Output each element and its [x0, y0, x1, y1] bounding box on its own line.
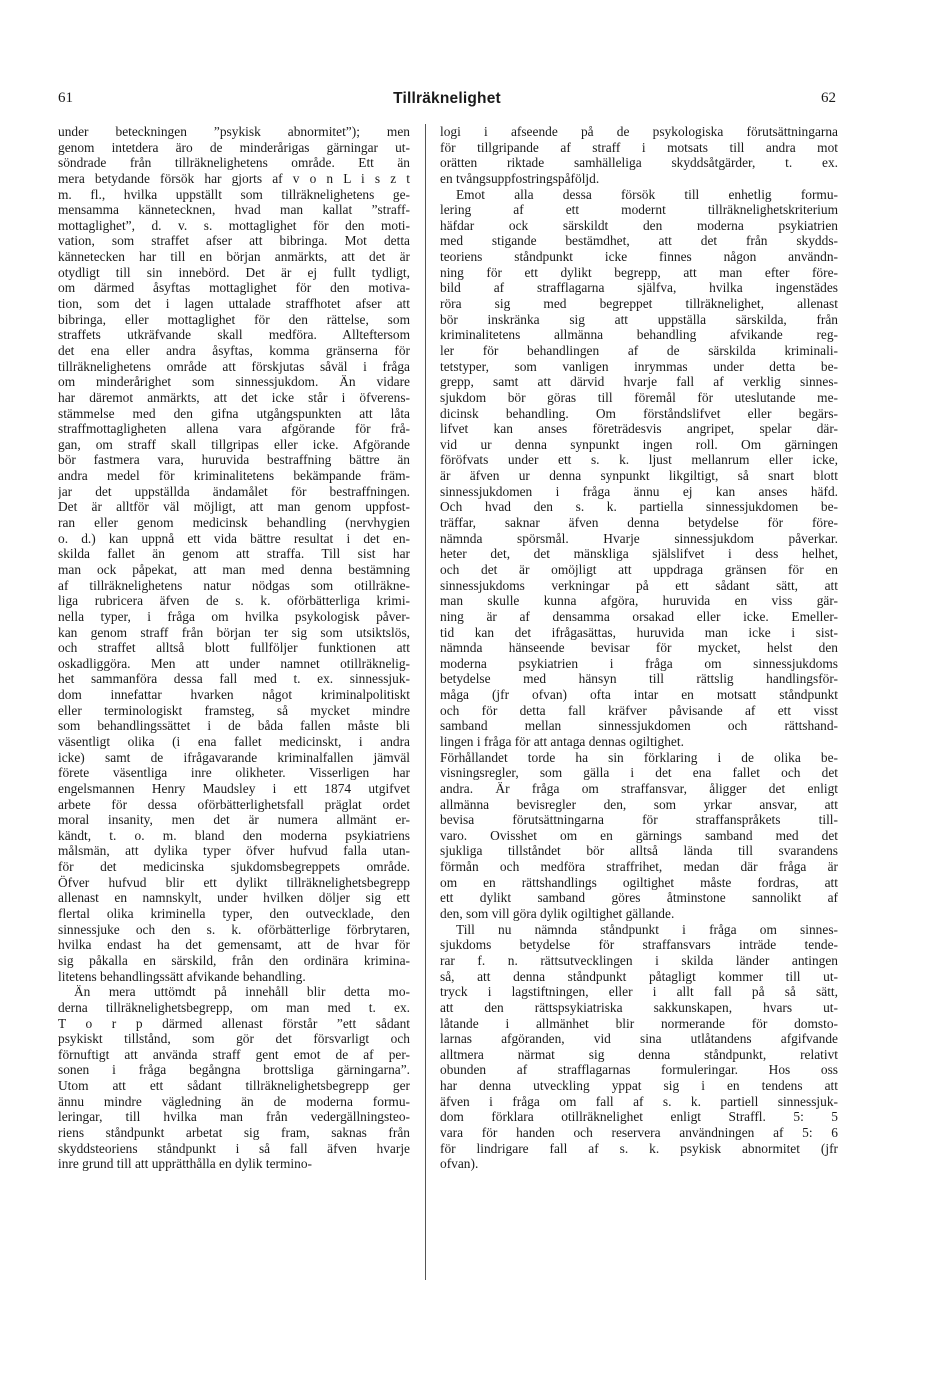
text-line: dom innefattar hvarken något kriminalpolitiskt	[58, 687, 410, 703]
text-line: leringar, till hvilka man från vedergällningsteo-	[58, 1109, 410, 1125]
text-line: jar det uppställda ändamålet för bestraffningen.	[58, 483, 410, 499]
text-line: för lindrigare fall af s. k. psykisk abnormitet (jfr	[440, 1140, 838, 1156]
text-line: med stigande bestämdhet, att det från skydds-	[440, 233, 838, 249]
text-line: flertal olika kriminella typer, den outvecklade, den	[58, 906, 410, 922]
text-line: kännetecken har till en början anmärkts, att det är	[58, 249, 410, 265]
right-text-column	[440, 124, 838, 1172]
text-line: andra medel för kriminalitetens bekämpande främ-	[58, 468, 410, 484]
text-line: Utom att ett sådant tillräknelighetsbegrepp ger	[58, 1078, 410, 1094]
text-line: bild af strafflagarna själfva, hvilka ingenstädes	[440, 280, 838, 296]
text-line: tid kan det ifrågasättas, huruvida man icke i sist-	[440, 624, 838, 640]
text-line: otydligt till sin innebörd. Det är ej fullt tydligt,	[58, 264, 410, 280]
text-line: låtande i allmänhet blir normerande för domsto-	[440, 1015, 838, 1031]
text-line: stämmelse med den gifna utgångspunkten att låta	[58, 405, 410, 421]
text-line: rar f. n. rättsutvecklingen i skilda länder antingen	[440, 952, 838, 968]
text-line: för tillgripande af straff i motsats till andra mot	[440, 139, 838, 155]
text-line: straffmottagligheten allena vara afgörande för frå-	[58, 421, 410, 437]
text-line: sinnessjuke och den s. k. oförbätterlige förbrytaren,	[58, 921, 410, 937]
text-line: obunden af strafflagarnas formuleringar. Hos oss	[440, 1062, 838, 1078]
text-line: häfdar ock särskildt den moderna psykiatrien	[440, 217, 838, 233]
text-line: larnas afgöranden, vid sina utlåtandens afgifvande	[440, 1031, 838, 1047]
text-line: allmänna bevisregler den, som yrkar ansvar, att	[440, 796, 838, 812]
text-line: som behandlingssättet i de båda fallen måste bli	[58, 718, 410, 734]
text-line: grepp, samt att därvid hvarje fall af verklig sinnes-	[440, 374, 838, 390]
text-line: het sammanföra dessa fall med t. ex. sinnessjuk-	[58, 671, 410, 687]
text-line: genom intetdera äro de minderårigas gärningar ut-	[58, 139, 410, 155]
text-line: ett dylikt samband göres åtminstone sannolikt af	[440, 890, 838, 906]
text-line: arbete för dessa oförbätterlighetsfall präglat ordet	[58, 796, 410, 812]
text-line: alltmera närmat sig denna ståndpunkt, relativt	[440, 1046, 838, 1062]
text-line: den, som vill göra dylik ogiltighet gällande.	[440, 906, 675, 922]
text-line: gan, om straff skall tillgripas eller icke. Afgörande	[58, 436, 410, 452]
text-line: litetens behandlingssätt afvikande behandling.	[58, 968, 306, 984]
text-line: ler för behandlingen af de särskilda kriminali-	[440, 342, 838, 358]
text-line: under beteckningen ”psykisk abnormitet”); men	[58, 124, 410, 139]
text-line: sjukdoms betydelse för straffansvars inträde tende-	[440, 937, 838, 953]
text-line: skyddsteoriens ståndpunkt i så fall äfven hvarje	[58, 1140, 410, 1156]
text-line: äfven i fråga om fall af s. k. partiell sinnessjuk-	[440, 1093, 838, 1109]
text-line: väsentligt olika (i ena fallet medicinskt, i andra	[58, 733, 410, 749]
text-line: orätten riktade samhälleliga skyddsåtgärder, t. ex.	[440, 155, 838, 171]
text-line: af tillräknelighetens natur nödgas som otillräkne-	[58, 577, 410, 593]
text-line: heter det, det mänskliga själslifvet i dess helhet,	[440, 546, 838, 562]
text-line: straffets utkräfvande skall medföra. Allteftersom	[58, 327, 410, 343]
left-text-column	[58, 124, 410, 1172]
text-line: Till nu nämnda ståndpunkt i fråga om sinnes-	[456, 921, 838, 937]
text-line: ning för ett dylikt begrepp, att man efter före-	[440, 264, 838, 280]
text-line: det ena eller andra åsyftas, komma gränserna för	[58, 342, 410, 358]
text-line: moral insanity, men det är numera allmänt er-	[58, 812, 410, 828]
column-divider	[425, 124, 426, 1280]
text-line: att den rättspsykiatriska sakkunskapen, hvars ut-	[440, 999, 838, 1015]
text-line: söndrade från tillräknelighetens område. Ett än	[58, 155, 410, 171]
text-line: kriminalitetens allmänna behandling afvikande reg-	[440, 327, 838, 343]
text-line: kan genom straff från början ter sig som utsiktslös,	[58, 624, 410, 640]
text-line: om en rättshandlings ogiltighet måste fordras, att	[440, 874, 838, 890]
text-line: tillräknelighetens område att förskjutas såväl i fråga	[58, 358, 410, 374]
page-header	[58, 90, 836, 114]
text-line: skilda fallet än genom att straffa. Till sist har	[58, 546, 410, 562]
text-line: målsmän, att dylika typer öfver hufvud falla utan-	[58, 843, 410, 859]
text-line: en tvångsuppfostringspåföljd.	[440, 170, 600, 186]
text-line: dom förklara otillräknelighet enligt Straffl. 5: 5	[440, 1109, 838, 1125]
text-line: förnuftigt att använda straff gent emot de af per-	[58, 1046, 410, 1062]
running-title: Tillräknelighet	[393, 90, 501, 107]
text-line: ran eller genom medicinsk behandling (nervhygien	[58, 515, 410, 531]
text-line: bör inskränka sig att uppställa särskilda, från	[440, 311, 838, 327]
text-line: och det är omöjligt att uppdraga gränsen för en	[440, 561, 838, 577]
text-line: tion, som det i lagen uttalade straffhotet afser att	[58, 296, 410, 312]
text-line: engelsmannen Henry Maudsley i ett 1874 utgifvet	[58, 780, 410, 796]
page-number-left: 61	[58, 90, 73, 106]
text-line: har denna utveckling yppat sig i en tendens att	[440, 1078, 838, 1094]
text-line: hvilka endast ha det gemensamt, att de hvar för	[58, 937, 410, 953]
text-line: o. d.) kan uppnå ett vida bättre resultat i det en-	[58, 530, 410, 546]
text-line: sinnessjukdomen i fråga ännu ej kan anses häfd.	[440, 483, 838, 499]
text-line: man skulle kunna afgöra, huruvida en viss gär-	[440, 593, 838, 609]
text-line: T o r p därmed allenast förstår ”ett sådant	[58, 1015, 410, 1031]
text-line: moderna psykiatrien i fråga om sinnessjukdoms	[440, 655, 838, 671]
text-line: teoriens ståndpunkt icke finnes någon användn-	[440, 249, 838, 265]
text-line: och för detta fall kräfver påvisande af ett visst	[440, 702, 838, 718]
text-line: lifvet kan anses företrädesvis angripet, spelar där-	[440, 421, 838, 437]
text-line: för det medicinska sjukdomsbegreppets område.	[58, 859, 410, 875]
text-line: nämnda spörsmål. Hvarje sinnessjukdom påverkar.	[440, 530, 838, 546]
text-line: m. fl., hvilka uppställt som tillräknelighetens ge-	[58, 186, 410, 202]
text-line: bör fastmera vara, huruvida bestraffning bättre än	[58, 452, 410, 468]
text-line: Emot alla dessa försök till enhetlig formu-	[456, 186, 838, 202]
text-line: eller terminologiskt framsteg, så mycket mindre	[58, 702, 410, 718]
text-line: mottaglighet”, d. v. s. mottaglighet för den moti-	[58, 217, 410, 233]
text-line: sinnessjukdoms verkningar på ett sådant sätt, att	[440, 577, 838, 593]
text-line: varo. Ovisshet om en gärnings samband med det	[440, 827, 838, 843]
text-line: allenast en namnskylt, under hvilken döljer sig ett	[58, 890, 410, 906]
text-line: man ock påpekat, att man med denna bestämning	[58, 561, 410, 577]
text-line: logi i afseende på de psykologiska förutsättningarna	[440, 124, 838, 139]
text-line: Öfver hufvud blir ett dylikt tillräknelighetsbegrepp	[58, 874, 410, 890]
text-line: riens ståndpunkt arbetat sig fram, saknas från	[58, 1125, 410, 1140]
text-line: andra. Är fråga om straffansvar, åligger det enligt	[440, 780, 838, 796]
text-line: vara för handen och reservera användningen af 5: 6	[440, 1125, 838, 1140]
text-line: Det är alltför väl möjligt, att man genom uppfost-	[58, 499, 410, 515]
text-line: träffar, saknar äfven denna betydelse för före-	[440, 515, 838, 531]
text-line: betydelse med hänsyn till rättslig handlingsför-	[440, 671, 838, 687]
text-line: samband mellan sinnessjukdomen och rättshand-	[440, 718, 838, 734]
page-number-right: 62	[821, 90, 836, 106]
text-line: visningsregler, som gälla i det ena fallet och det	[440, 765, 838, 781]
text-line: lering af ett modernt tillräknelighetskriterium	[440, 202, 838, 218]
text-line: vid ur denna synpunkt ingen roll. Om gärningen	[440, 436, 838, 452]
text-line: om därmed åsyftas mottaglighet för den motiva-	[58, 280, 410, 296]
text-line: dicinsk behandling. Om förståndslifvet eller begärs-	[440, 405, 838, 421]
text-line: bevisa förutsättningarna för straffanspråkets till-	[440, 812, 838, 828]
text-line: sig påkalla en särskild, från den ordinära krimina-	[58, 952, 410, 968]
text-line: förete väsentliga inre olikheter. Visserligen har	[58, 765, 410, 781]
text-line: nämnda hänseende bevisar för mycket, helst den	[440, 640, 838, 656]
text-line: vation, som straffet afser att bibringa. Mot detta	[58, 233, 410, 249]
text-line: tryck i lagstiftningen, eller i allt fall på så sätt,	[440, 984, 838, 1000]
text-line: ännu mindre vägledning än de moderna formu-	[58, 1093, 410, 1109]
text-line: psykiskt tillstånd, som gör det försvarligt och	[58, 1031, 410, 1047]
text-line: om minderårighet som sinnessjukdom. Än vidare	[58, 374, 410, 390]
text-line: sjukdom bör göras till föremål för uteslutande me-	[440, 389, 838, 405]
text-line: ning är af densamma orsakad eller icke. Emeller-	[440, 608, 838, 624]
text-line: måga (jfr ofvan) ofta intar en motsatt ståndpunkt	[440, 687, 838, 703]
text-line: har däremot anmärkts, att det icke står i öfverens-	[58, 389, 410, 405]
text-line: derna tillräknelighetsbegrepp, om man med t. ex.	[58, 999, 410, 1015]
text-line: Och hvad den s. k. partiella sinnessjukdomen be-	[440, 499, 838, 515]
text-line: mera betydande försök har gjorts af v o n L i s z t	[58, 170, 410, 186]
text-line: liga rubricera äfven de s. k. oförbätterliga krimi-	[58, 593, 410, 609]
text-line: inre grund till att upprätthålla en dylik termino-	[58, 1156, 312, 1172]
text-line: mensamma kännetecknen, hvad man kallat ”straff-	[58, 202, 410, 218]
text-line: föröfvats under ett s. k. ljust mellanrum eller icke,	[440, 452, 838, 468]
text-line: röra sig med begreppet tillräknelighet, allenast	[440, 296, 838, 312]
text-line: bibringa, eller mottaglighet för den rättelse, som	[58, 311, 410, 327]
text-line: Förhållandet torde ha sin förklaring i de olika be-	[440, 749, 838, 765]
text-line: Än mera uttömdt på innehåll blir detta mo-	[74, 984, 410, 1000]
text-line: förmån och medföra straffrihet, medan där fråga är	[440, 859, 838, 875]
text-line: sjukliga tillståndet bör alltså lända till svarandens	[440, 843, 838, 859]
text-line: och straffet alltså blott fullföljer funktionen att	[58, 640, 410, 656]
text-line: lingen i fråga för att antaga dennas ogiltighet.	[440, 733, 684, 749]
text-line: oskadliggöra. Men att under namnet otillräknelig-	[58, 655, 410, 671]
text-line: kändt, t. o. m. bland den moderna psykiatriens	[58, 827, 410, 843]
text-line: nella typer, i fråga om hvilka psykologisk påver-	[58, 608, 410, 624]
text-line: ofvan).	[440, 1156, 479, 1172]
text-line: icke) samt de ifrågavarande kriminalfallen jämväl	[58, 749, 410, 765]
text-line: sonen i fråga begångna brottsliga gärningarna”.	[58, 1062, 410, 1078]
text-line: tetstyper, som vanligen inrymmas under detta be-	[440, 358, 838, 374]
text-line: är äfven ur denna synpunkt likgiltigt, så snart blott	[440, 468, 838, 484]
text-line: så, att denna ståndpunkt påtagligt kommer till ut-	[440, 968, 838, 984]
